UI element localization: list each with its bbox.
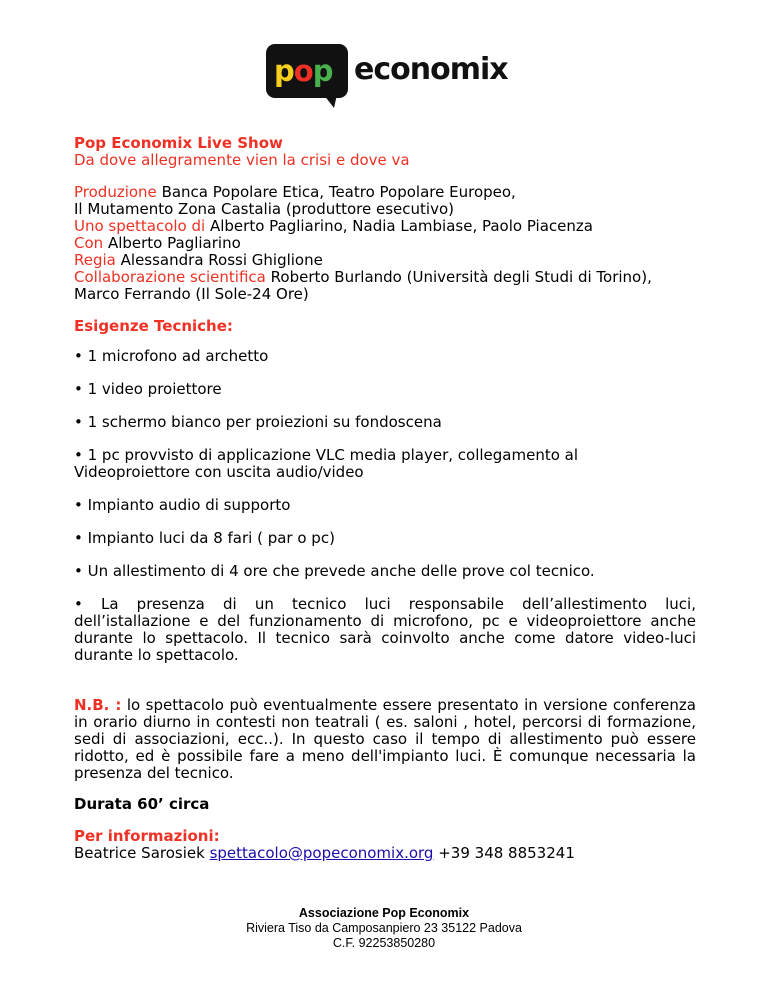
tech-item: • 1 microfono ad archetto — [74, 347, 269, 365]
pop-economix-logo — [266, 44, 506, 110]
credits — [74, 184, 696, 303]
nb-label: N.B. : — [74, 696, 122, 714]
credit-collaborazione: Collaborazione scientifica Roberto Burlando (Università degli Studi di Torino), — [74, 268, 652, 286]
contact — [74, 828, 696, 862]
logo-pop-text: pop — [274, 54, 333, 88]
contact-name: Beatrice Sarosiek — [74, 844, 205, 862]
speech-bubble-tail — [320, 90, 338, 108]
tech-item: • 1 pc provvisto di applicazione VLC media player, collegamento al Videoproiettore con uscita audio/video — [74, 446, 579, 481]
tech-heading: Esigenze Tecniche: — [74, 317, 233, 335]
tech-item: • 1 video proiettore — [74, 380, 222, 398]
credit-regia: Regia Alessandra Rossi Ghiglione — [74, 251, 323, 269]
credit-produzione-cont: Il Mutamento Zona Castalia (produttore esecutivo) — [74, 200, 454, 218]
duration: Durata 60’ circa — [74, 795, 210, 813]
tech-item: • La presenza di un tecnico luci responsabile dell’allestimento luci, dell’istallazione e del funzionamento di microfono, pc e videoproiettore anche durante lo spettacolo. Il tecnico sarà coinvolto anche come datore video-luci durante lo spettacolo. — [74, 595, 696, 664]
credit-produzione: Produzione Banca Popolare Etica, Teatro Popolare Europeo, — [74, 183, 516, 201]
contact-heading: Per informazioni: — [74, 827, 220, 845]
contact-line — [74, 845, 696, 862]
tech-item: • 1 schermo bianco per proiezioni su fondoscena — [74, 413, 442, 431]
credit-con: Con Alberto Pagliarino — [74, 234, 241, 252]
credit-collaborazione-cont: Marco Ferrando (Il Sole-24 Ore) — [74, 285, 309, 303]
footer — [0, 906, 768, 951]
header — [74, 135, 696, 169]
logo-wordmark: economix — [354, 52, 508, 87]
credit-spettacolo: Uno spettacolo di Alberto Pagliarino, Nadia Lambiase, Paolo Piacenza — [74, 217, 593, 235]
footer-org: Associazione Pop Economix — [298, 906, 470, 920]
footer-address: Riviera Tiso da Camposanpiero 23 35122 Padova — [246, 921, 522, 935]
show-title: Pop Economix Live Show — [74, 134, 283, 152]
contact-phone: +39 348 8853241 — [438, 844, 575, 862]
tech-item: • Impianto luci da 8 fari ( par o pc) — [74, 529, 335, 547]
footer-cf: C.F. 92253850280 — [332, 936, 436, 950]
nb-note — [74, 697, 696, 782]
show-subtitle: Da dove allegramente vien la crisi e dove va — [74, 151, 410, 169]
tech-item: • Impianto audio di supporto — [74, 496, 291, 514]
nb-text: lo spettacolo può eventualmente essere presentato in versione conferenza in orario diurno in contesti non teatrali ( es. saloni , hotel, percorsi di formazione, sedi di associazioni, ecc..). In questo caso il tempo di allestimento può essere ridotto, ed è possibile fare a meno dell'impianto luci. È comunque necessaria la presenza del tecnico. — [74, 696, 696, 782]
contact-email-link[interactable]: spettacolo@popeconomix.org — [209, 844, 434, 862]
tech-item: • Un allestimento di 4 ore che prevede anche delle prove col tecnico. — [74, 562, 595, 580]
